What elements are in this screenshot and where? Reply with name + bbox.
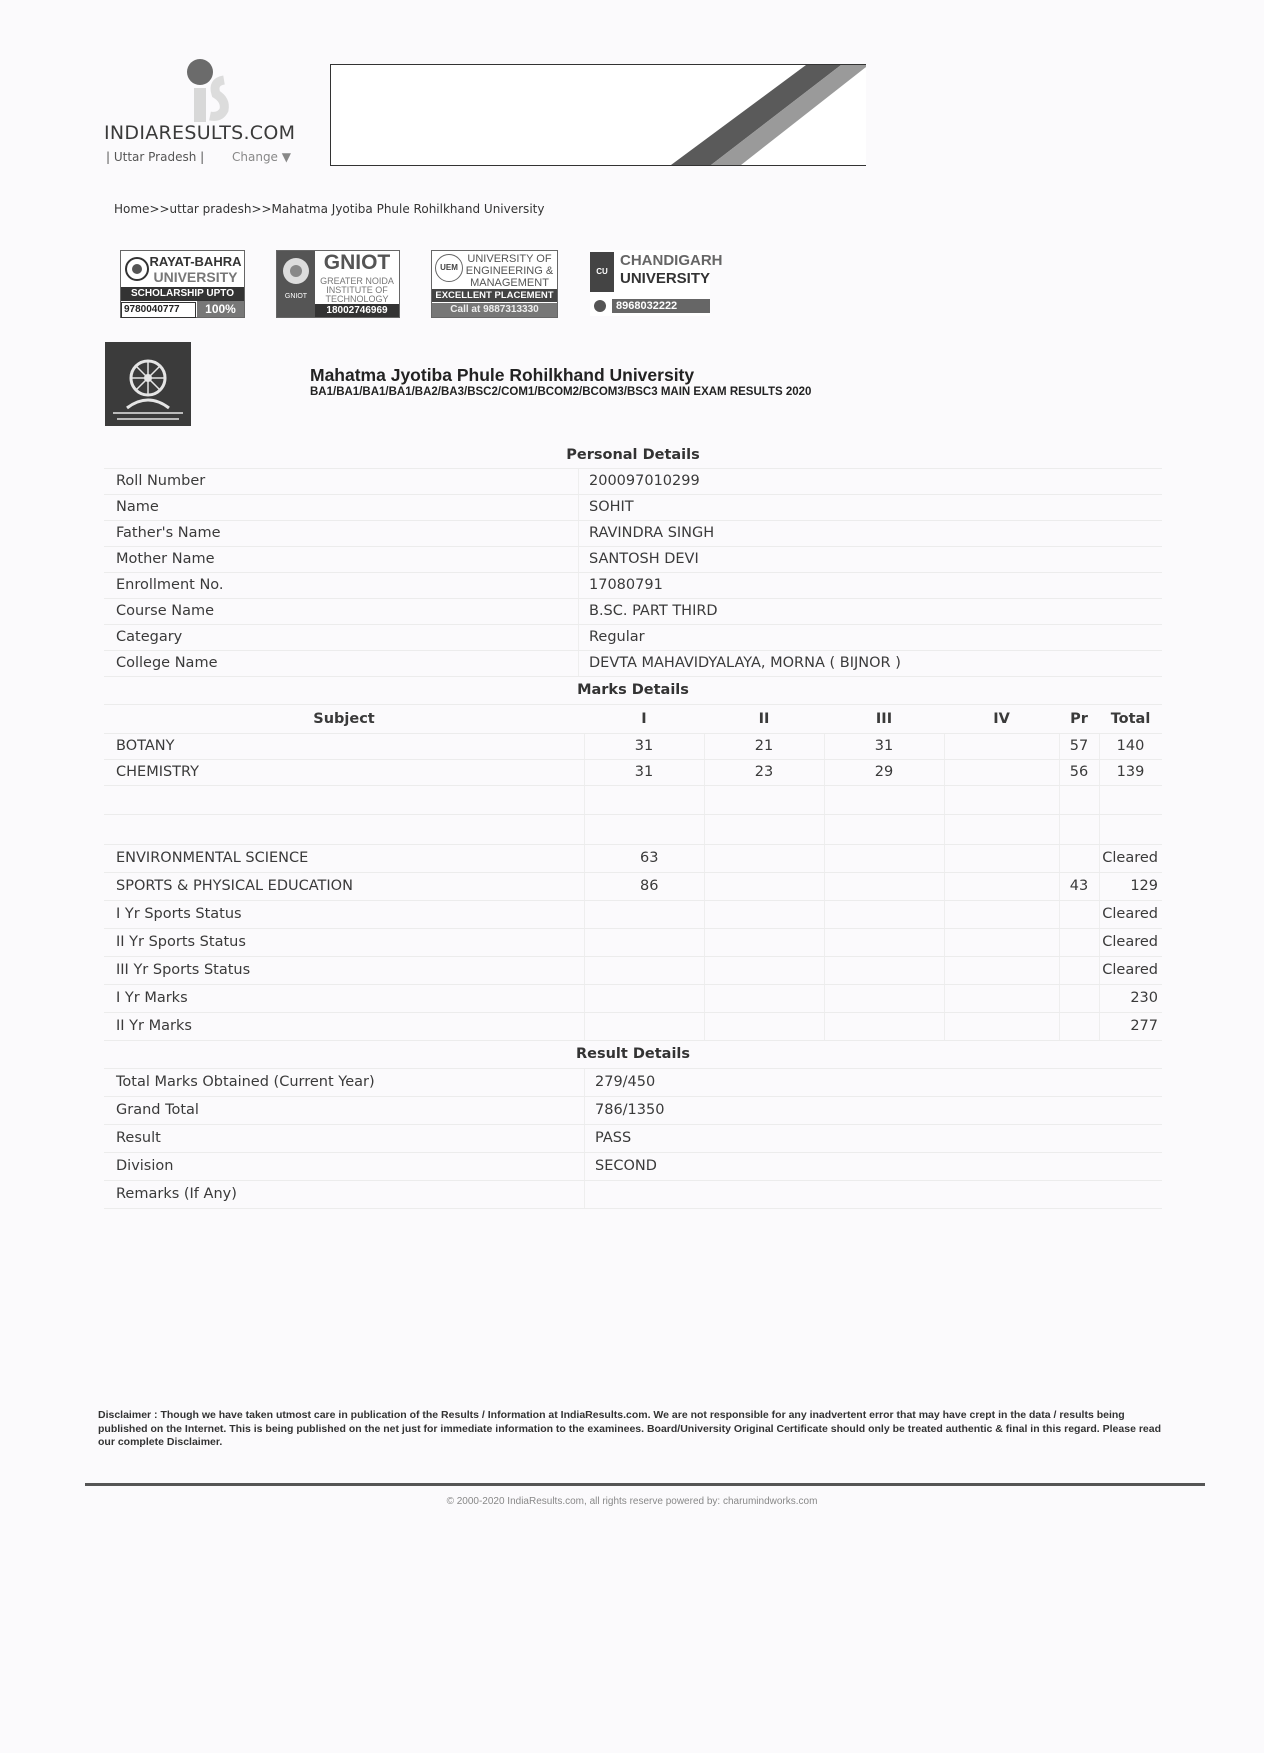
- extra-label: II Yr Sports Status: [116, 934, 246, 950]
- result-label: Division: [116, 1158, 174, 1174]
- extra-marks-row: [104, 845, 1162, 873]
- result-row: [104, 1097, 1162, 1125]
- disclaimer-body: Disclaimer : Though we have taken utmost care in publication of the Results / Information at IndiaResults.com. We are not responsible for any inadvertent error that may have crept in the data / results being published on the Internet. This is being published on the net just for immediate information to the examinees. Board/University Original Certificate should only be treated authentic & final in this regard. Please read our complete: [98, 1409, 1162, 1448]
- personal-value: Regular: [589, 629, 645, 645]
- ad-gniot-line1: GNIOT: [323, 251, 391, 274]
- mark-total: 139: [1116, 764, 1145, 780]
- breadcrumb-state[interactable]: uttar pradesh: [169, 202, 252, 216]
- cu-logo-icon: CU: [590, 252, 614, 292]
- extra-label: SPORTS & PHYSICAL EDUCATION: [116, 878, 353, 894]
- ad-uem-line3: MANAGEMENT: [470, 277, 549, 289]
- col-total-header: Total: [1110, 711, 1151, 727]
- personal-row: [104, 521, 1162, 547]
- ad-rayat-bahra[interactable]: [120, 250, 245, 318]
- personal-value: 200097010299: [589, 473, 700, 489]
- personal-value: SOHIT: [589, 499, 634, 515]
- personal-label: Categary: [116, 629, 183, 645]
- gniot-logo-label: GNIOT: [284, 293, 308, 300]
- empty-row: [104, 815, 1162, 845]
- rayat-bahra-seal-icon: [125, 257, 149, 281]
- col-iv-header: IV: [993, 711, 1010, 727]
- ad-rayat-badge: 100%: [197, 301, 244, 317]
- result-value: 786/1350: [595, 1102, 665, 1118]
- ad-uem[interactable]: [431, 250, 558, 318]
- ad-chandigarh-university[interactable]: [590, 250, 723, 316]
- col-iii-header: III: [875, 711, 893, 727]
- ad-gniot-line3: INSTITUTE OF: [326, 285, 388, 295]
- personal-row: [104, 469, 1162, 495]
- results-table: [104, 443, 1162, 1209]
- extra-mark-i: 86: [640, 878, 659, 894]
- personal-row: [104, 573, 1162, 599]
- personal-row: [104, 547, 1162, 573]
- gniot-logo-icon: [277, 251, 315, 317]
- result-row: [104, 1153, 1162, 1181]
- col-ii-header: II: [758, 711, 770, 727]
- breadcrumb: [114, 202, 544, 216]
- mark-total: 140: [1116, 738, 1145, 754]
- ad-cu-line2: UNIVERSITY: [620, 270, 711, 287]
- copyright: © 2000-2020 IndiaResults.com, all rights reserve powered by: charumindworks.com: [446, 1496, 818, 1507]
- result-details-title: Result Details: [575, 1046, 691, 1062]
- breadcrumb-university[interactable]: Mahatma Jyotiba Phule Rohilkhand University: [271, 202, 545, 216]
- subject-row: [104, 734, 1162, 760]
- result-label: Grand Total: [116, 1102, 199, 1118]
- exam-title: BA1/BA1/BA1/BA1/BA2/BA3/BSC2/COM1/BCOM2/BCOM3/BSC3 MAIN EXAM RESULTS 2020: [310, 386, 812, 398]
- marks-details-title: Marks Details: [577, 682, 689, 698]
- personal-row: [104, 651, 1162, 677]
- personal-row: [104, 599, 1162, 625]
- ad-rayat-line2: UNIVERSITY: [153, 269, 238, 285]
- extra-label: I Yr Marks: [116, 990, 188, 1006]
- marks-column-headers: [104, 705, 1162, 734]
- breadcrumb-separator: >>: [251, 202, 272, 216]
- ad-gniot[interactable]: [276, 250, 400, 318]
- personal-details-title: Personal Details: [566, 447, 700, 463]
- result-row: [104, 1181, 1162, 1209]
- extra-total: 230: [1130, 990, 1158, 1006]
- result-value: PASS: [595, 1130, 632, 1146]
- personal-value: B.SC. PART THIRD: [589, 603, 718, 619]
- mark-ii: 23: [754, 764, 774, 780]
- extra-marks-row: [104, 985, 1162, 1013]
- extra-marks-row: [104, 1013, 1162, 1041]
- marks-details-header: [104, 677, 1162, 705]
- mark-ii: 21: [754, 738, 774, 754]
- extra-marks-row: [104, 901, 1162, 929]
- footer-divider: [85, 1483, 1205, 1486]
- result-value: 279/450: [595, 1074, 656, 1090]
- mark-i: 31: [634, 738, 654, 754]
- breadcrumb-home[interactable]: Home: [114, 202, 150, 216]
- ad-cu-line1: CHANDIGARH: [620, 252, 723, 269]
- ad-cu-phone: 8968032222: [612, 299, 710, 313]
- ad-uem-phone: Call at 9887313330: [432, 303, 557, 317]
- result-row: [104, 1069, 1162, 1097]
- personal-label: Roll Number: [116, 473, 206, 489]
- extra-label: II Yr Marks: [116, 1018, 192, 1034]
- breadcrumb-separator: >>: [149, 202, 170, 216]
- personal-label: Name: [116, 499, 159, 515]
- subject-row: [104, 760, 1162, 786]
- ad-gniot-line4: TECHNOLOGY: [325, 294, 389, 304]
- extra-label: III Yr Sports Status: [116, 962, 251, 978]
- ad-uem-line1: UNIVERSITY OF: [467, 253, 552, 265]
- col-subject-header: Subject: [313, 711, 375, 727]
- personal-label: Father's Name: [116, 525, 221, 541]
- extra-total: 129: [1130, 878, 1158, 894]
- subject-name: CHEMISTRY: [116, 764, 200, 780]
- extra-label: ENVIRONMENTAL SCIENCE: [116, 850, 309, 866]
- extra-total: Cleared: [1102, 962, 1158, 978]
- mark-pr: 57: [1069, 738, 1089, 754]
- mark-pr: 56: [1069, 764, 1089, 780]
- mark-iii: 29: [874, 764, 894, 780]
- col-i-header: I: [641, 711, 647, 727]
- mark-i: 31: [634, 764, 654, 780]
- ad-rayat-line1: RAYAT-BAHRA: [149, 254, 242, 269]
- personal-label: Mother Name: [116, 551, 215, 567]
- col-pr-header: Pr: [1070, 711, 1088, 727]
- personal-value: RAVINDRA SINGH: [589, 525, 715, 541]
- site-name: INDIARESULTS.COM: [104, 122, 296, 144]
- phone-icon: [594, 300, 606, 312]
- personal-label: Enrollment No.: [116, 577, 224, 593]
- indiaresults-logo-icon: [180, 58, 252, 124]
- ad-rayat-line3: SCHOLARSHIP UPTO: [121, 287, 244, 301]
- personal-row: [104, 625, 1162, 651]
- university-name: Mahatma Jyotiba Phule Rohilkhand University: [310, 365, 695, 385]
- ad-gniot-phone: 18002746969: [315, 304, 399, 317]
- result-label: Total Marks Obtained (Current Year): [116, 1074, 375, 1090]
- personal-value: SANTOSH DEVI: [589, 551, 699, 567]
- university-emblem: [105, 342, 191, 426]
- extra-label: I Yr Sports Status: [116, 906, 242, 922]
- result-label: Result: [116, 1130, 161, 1146]
- extra-total: Cleared: [1102, 934, 1158, 950]
- ad-uem-line2: ENGINEERING &: [465, 265, 554, 277]
- ad-rayat-phone: 9780040777: [121, 302, 196, 318]
- extra-marks-row: [104, 957, 1162, 985]
- personal-row: [104, 495, 1162, 521]
- personal-value: 17080791: [589, 577, 663, 593]
- empty-row: [104, 786, 1162, 815]
- disclaimer-link[interactable]: Disclaimer.: [166, 1436, 223, 1448]
- extra-total: Cleared: [1102, 850, 1158, 866]
- uem-logo-icon: UEM: [435, 254, 463, 282]
- result-label: Remarks (If Any): [116, 1186, 237, 1202]
- banner-ad[interactable]: [330, 64, 866, 166]
- mark-iii: 31: [874, 738, 894, 754]
- ad-uem-line4: EXCELLENT PLACEMENT: [432, 289, 557, 302]
- personal-label: Course Name: [116, 603, 215, 619]
- extra-total: 277: [1130, 1018, 1158, 1034]
- result-details-header: [104, 1041, 1162, 1069]
- extra-marks-row: [104, 873, 1162, 901]
- personal-label: College Name: [116, 655, 218, 671]
- disclaimer-text: [98, 1409, 1173, 1450]
- extra-mark-i: 63: [640, 850, 659, 866]
- site-logo[interactable]: [104, 58, 304, 168]
- result-row: [104, 1125, 1162, 1153]
- ad-gniot-line2: GREATER NOIDA: [320, 276, 394, 286]
- change-region-link[interactable]: Change ▼: [232, 150, 291, 164]
- extra-mark-pr: 43: [1069, 878, 1089, 894]
- region-label: | Uttar Pradesh |: [106, 150, 205, 164]
- extra-total: Cleared: [1102, 906, 1158, 922]
- result-value: SECOND: [595, 1158, 657, 1174]
- personal-value: DEVTA MAHAVIDYALAYA, MORNA ( BIJNOR ): [589, 655, 901, 671]
- subject-name: BOTANY: [116, 738, 175, 754]
- personal-details-header: [104, 443, 1162, 469]
- extra-marks-row: [104, 929, 1162, 957]
